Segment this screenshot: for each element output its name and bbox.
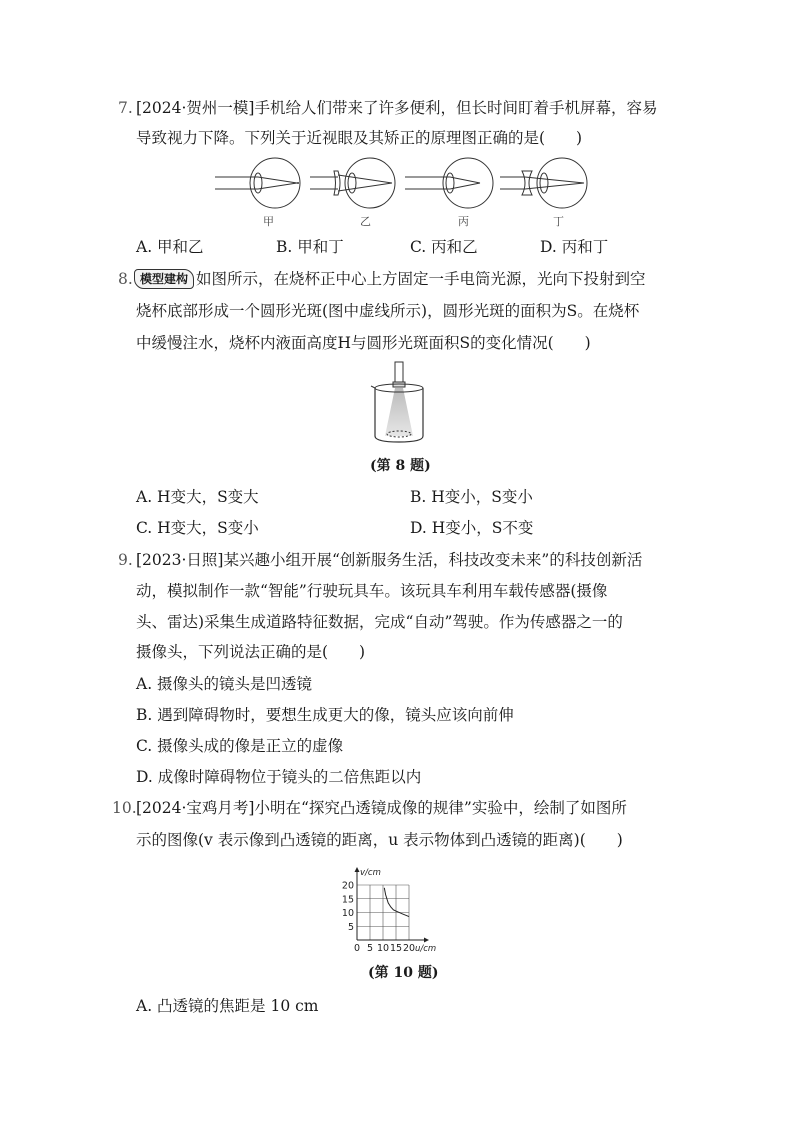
question-7-line-2: 导致视力下降。下列关于近视眼及其矫正的原理图正确的是( ) <box>136 129 583 147</box>
x-tick-label: 5 <box>366 943 374 954</box>
question-10-caption: (第 10 题) <box>368 965 439 981</box>
question-10-number: 10. <box>112 799 137 817</box>
question-8-option-b[interactable]: B. H变小，S变小 <box>410 488 533 506</box>
question-10-line-1: [2024·宝鸡月考]小明在“探究凸透镜成像的规律”实验中，绘制了如图所 <box>136 799 627 817</box>
question-9-option-d[interactable]: D. 成像时障碍物位于镜头的二倍焦距以内 <box>136 768 422 786</box>
x-tick-label: 20 <box>402 943 416 954</box>
question-9-option-c[interactable]: C. 摄像头成的像是正立的虚像 <box>136 737 344 755</box>
y-axis-label: v/cm <box>360 868 381 878</box>
eye-diagram-yi <box>345 158 395 208</box>
eye-diagram-jia <box>250 158 300 208</box>
question-7-option-b[interactable]: B. 甲和丁 <box>276 238 344 256</box>
light-beam <box>385 388 413 436</box>
question-8-caption: (第 8 题) <box>370 458 431 474</box>
question-8-line-2: 烧杯底部形成一个圆形光斑(图中虚线所示)，圆形光斑的面积为S。在烧杯 <box>136 302 640 320</box>
figure-label-yi: 乙 <box>360 215 371 228</box>
question-9-line-3: 头、雷达)采集生成道路特征数据，完成“自动”驾驶。作为传感器之一的 <box>136 613 623 631</box>
question-8-option-a[interactable]: A. H变大，S变大 <box>136 488 259 506</box>
question-8-number: 8. <box>118 270 133 288</box>
beaker-figure <box>365 358 435 448</box>
y-axis-arrow <box>355 867 360 872</box>
y-tick-label: 10 <box>341 908 354 919</box>
question-8-option-d[interactable]: D. H变小，S不变 <box>410 519 534 537</box>
x-tick-label: 15 <box>389 943 403 954</box>
question-7-figure <box>210 155 610 235</box>
question-7-option-d[interactable]: D. 丙和丁 <box>540 238 609 256</box>
question-9-option-a[interactable]: A. 摄像头的镜头是凹透镜 <box>136 675 313 693</box>
question-9-option-b[interactable]: B. 遇到障碍物时，要想生成更大的像，镜头应该向前伸 <box>136 706 514 724</box>
question-7-line-1: [2024·贺州一模]手机给人们带来了许多便利，但长时间盯着手机屏幕，容易 <box>136 99 658 117</box>
x-tick-label: 10 <box>376 943 390 954</box>
x-tick-label: 0 <box>353 943 361 954</box>
question-9-line-1: [2023·日照]某兴趣小组开展“创新服务生活，科技改变未来”的科技创新活 <box>136 551 643 569</box>
figure-label-bing: 丙 <box>458 215 469 228</box>
question-8-option-c[interactable]: C. H变大，S变小 <box>136 519 259 537</box>
question-9-number: 9. <box>118 551 133 569</box>
question-8-line-1: 如图所示，在烧杯正中心上方固定一手电筒光源，光向下投射到空 <box>196 270 646 288</box>
question-7-option-c[interactable]: C. 丙和乙 <box>410 238 478 256</box>
question-10-line-2: 示的图像(v 表示像到凸透镜的距离，u 表示物体到凸透镜的距离)( ) <box>136 831 623 849</box>
y-tick-label: 15 <box>341 894 354 906</box>
y-tick-label: 20 <box>341 880 354 892</box>
figure-label-ding: 丁 <box>553 215 564 228</box>
question-8-line-3: 中缓慢注水，烧杯内液面高度H与圆形光斑面积S的变化情况( ) <box>136 334 591 352</box>
model-construction-tag: 模型建构 <box>134 269 194 289</box>
flashlight <box>395 362 403 384</box>
question-7-option-a[interactable]: A. 甲和乙 <box>136 238 204 256</box>
y-tick-label: 5 <box>347 921 354 933</box>
question-7-number: 7. <box>118 99 133 117</box>
x-axis-label: u/cm <box>415 944 437 954</box>
figure-label-jia: 甲 <box>263 215 274 228</box>
x-axis-arrow <box>424 938 429 943</box>
question-9-line-4: 摄像头，下列说法正确的是( ) <box>136 643 366 661</box>
eye-diagram-bing <box>443 158 493 208</box>
question-9-line-2: 动，模拟制作一款“智能”行驶玩具车。该玩具车利用车载传感器(摄像 <box>136 582 608 600</box>
uv-chart <box>332 856 472 956</box>
question-10-option-a[interactable]: A. 凸透镜的焦距是 10 cm <box>136 997 319 1015</box>
